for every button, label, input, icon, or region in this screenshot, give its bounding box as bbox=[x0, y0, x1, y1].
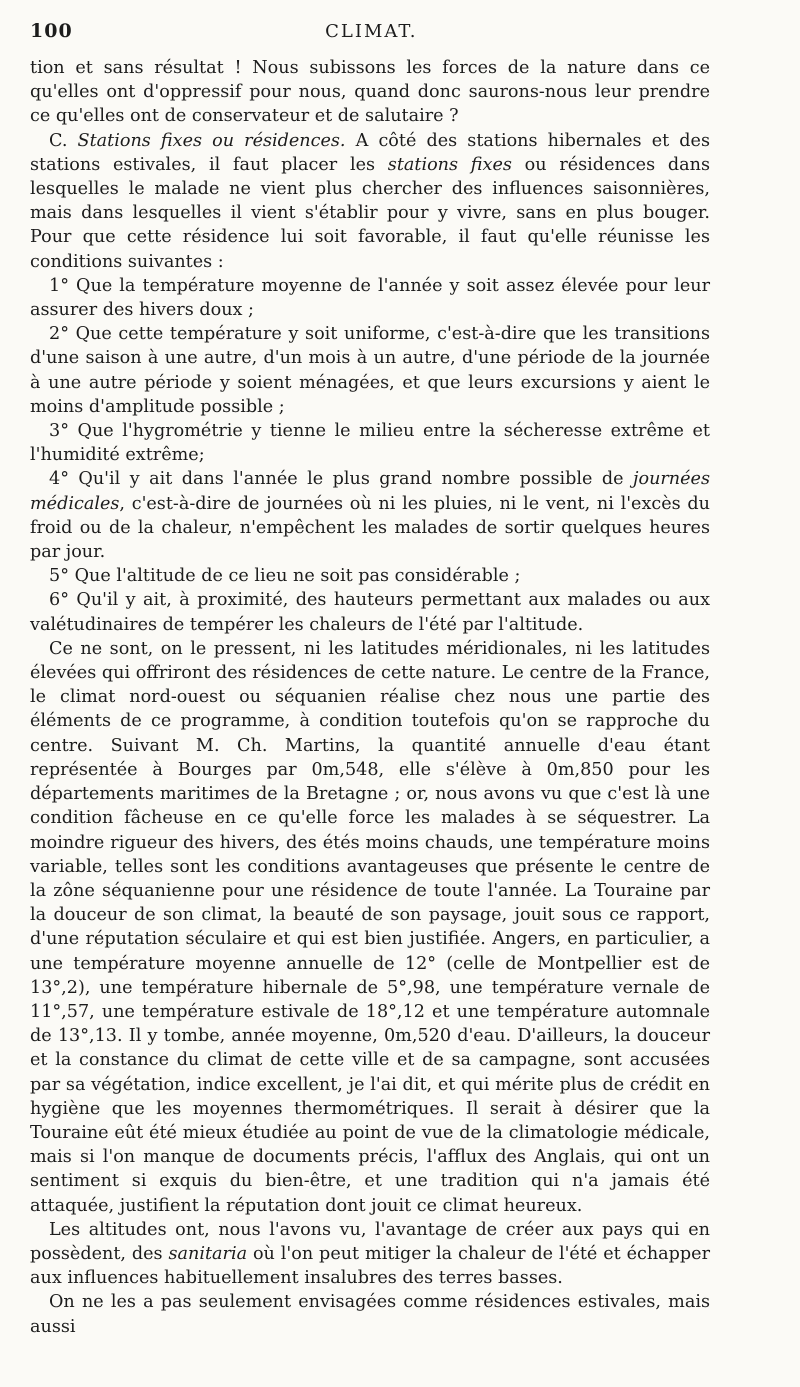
text-run: ou résidences dans lesquelles le malade ne vient plus chercher des influences saisonnières, mais dans lesquelles il vient s'établir pour y vivre, sans en plus bouger. Pour que cette résidence lui soit favorable, il faut qu'elle réunisse les conditions suivantes : bbox=[30, 154, 710, 272]
text-run: où l'on peut mitiger la chaleur de l'été et échapper aux influences habituellement insalubres des terres basses. bbox=[30, 1243, 711, 1289]
condition-4 bbox=[30, 467, 710, 564]
book-page bbox=[30, 20, 710, 1339]
text-run: 1° Que la température moyenne de l'année y soit assez élevée pour leur assurer des hivers doux ; bbox=[30, 275, 710, 321]
text-run: C. bbox=[49, 130, 78, 151]
condition-5 bbox=[30, 564, 710, 588]
condition-1 bbox=[30, 274, 710, 322]
text-run: 6° Qu'il y ait, à proximité, des hauteurs permettant aux malades ou aux valétudinaires de tempérer les chaleurs de l'été par l'altitude. bbox=[30, 590, 710, 635]
paragraph-altitudes bbox=[30, 1218, 710, 1291]
paragraph-touraine bbox=[30, 637, 710, 1218]
page-body bbox=[30, 56, 710, 1339]
text-run: Les altitudes ont, nous l'avons vu, l'avantage de créer aux pays qui en possèdent, des bbox=[30, 1219, 710, 1264]
paragraph-continued bbox=[30, 1290, 710, 1338]
text-run: 5° Que l'altitude de ce lieu ne soit pas considérable ; bbox=[49, 566, 521, 587]
page-number: 100 bbox=[30, 20, 73, 42]
text-run: On ne les a pas seulement envisagées comme résidences estivales, mais aussi bbox=[30, 1292, 710, 1337]
text-run: A côté des stations hibernales et des stations estivales, il faut placer les bbox=[30, 130, 710, 175]
paragraph-stations-fixes bbox=[30, 129, 710, 274]
page-header bbox=[30, 20, 710, 50]
text-run: 4° Qu'il y ait dans l'année le plus grand nombre possible de bbox=[49, 469, 634, 490]
condition-3 bbox=[30, 419, 710, 467]
italic-term: Stations fixes ou résidences. bbox=[77, 130, 346, 151]
italic-term: journées médicales bbox=[30, 469, 710, 514]
running-title: CLIMAT. bbox=[325, 21, 418, 42]
condition-2 bbox=[30, 322, 710, 419]
italic-term: stations fixes bbox=[387, 154, 512, 175]
condition-6 bbox=[30, 588, 710, 636]
text-run: , c'est-à-dire de journées où ni les pluies, ni le vent, ni l'excès du froid ou de la chaleur, n'empêchent les malades de sortir quelques heures par jour. bbox=[30, 493, 710, 563]
paragraph bbox=[30, 56, 710, 129]
italic-term: sanitaria bbox=[168, 1243, 248, 1264]
text-run: tion et sans résultat ! Nous subissons les forces de la nature dans ce qu'elles ont d'oppressif pour nous, quand donc saurons-nous leur prendre ce qu'elles ont de conservateur et de salutaire ? bbox=[30, 58, 710, 127]
text-run: 3° Que l'hygrométrie y tienne le milieu entre la sécheresse extrême et l'humidité extrême; bbox=[30, 421, 710, 466]
text-run: Ce ne sont, on le pressent, ni les latitudes méridionales, ni les latitudes élevées qui offriront des résidences de cette nature. Le centre de la France, le climat nord-ouest ou séquanien réalise chez nous une partie des éléments de ce programme, à condition toutefois qu'on se rapproche du centre. Suivant M. Ch. Martins, la quantité annuelle d'eau étant représentée à Bourges par 0m,548, elle s'élève à 0m,850 pour les départements maritimes de la Bretagne ; or, nous avons vu que c'est là une condition fâcheuse en ce qu'elle force les malades à se séquestrer. La moindre rigueur des hivers, des étés moins chauds, une température moins variable, telles sont les conditions avantageuses que présente le centre de la zône séquanienne pour une résidence de toute l'année. La Touraine par la douceur de son climat, la beauté de son paysage, jouit sous ce rapport, d'une réputation séculaire et qui est bien justifiée. Angers, en particulier, a une température moyenne annuelle de 12° (celle de Montpellier est de 13°,2), une température hibernale de 5°,98, une température vernale de 11°,57, une température estivale de 18°,12 et une température automnale de 13°,13. Il y tombe, année moyenne, 0m,520 d'eau. D'ailleurs, la douceur et la constance du climat de cette ville et de sa campagne, sont accusées par sa végétation, indice excellent, je l'ai dit, et qui mérite plus de crédit en hygiène que les moyennes thermométriques. Il serait à désirer que la Touraine eût été mieux étudiée au point de vue de la climatologie médicale, mais si l'on manque de documents précis, l'afflux des Anglais, qui ont un sentiment si exquis du bien-être, et une tradition qui n'a jamais été attaquée, justifient la réputation dont jouit ce climat heureux. bbox=[30, 638, 710, 1216]
text-run: 2° Que cette température y soit uniforme, c'est-à-dire que les transitions d'une saison à une autre, d'un mois à un autre, d'une période de la journée à une autre période y soient ménagées, et que leurs excursions y aient le moins d'amplitude possible ; bbox=[30, 324, 710, 417]
